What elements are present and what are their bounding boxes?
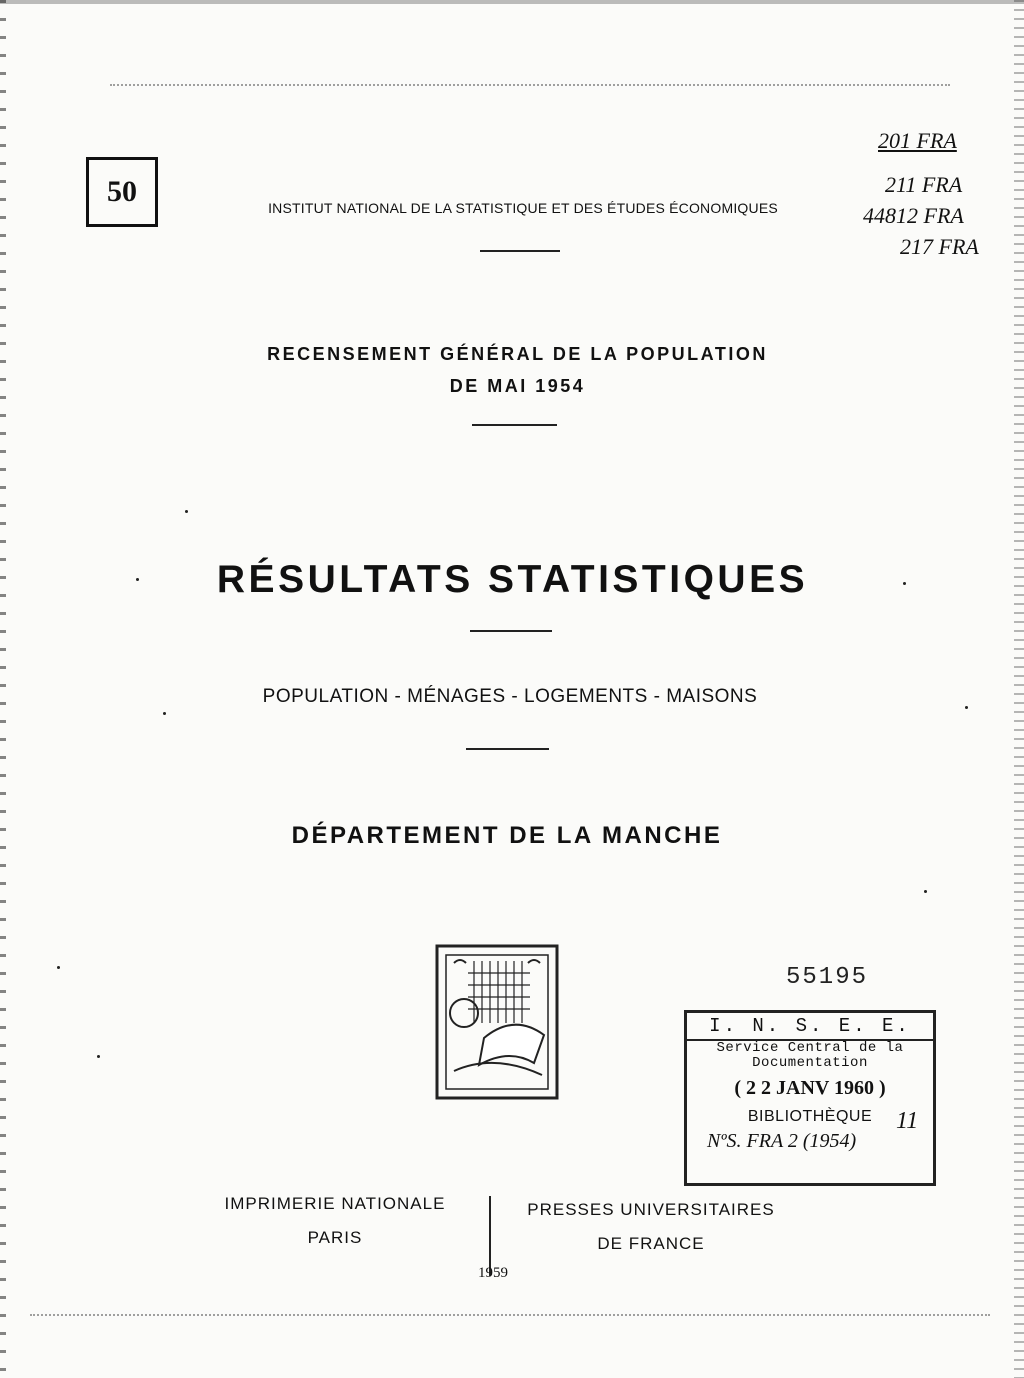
publisher-right-country: DE FRANCE <box>597 1234 705 1253</box>
main-title: RÉSULTATS STATISTIQUES <box>216 558 809 601</box>
stamp-org: I. N. S. E. E. <box>687 1013 933 1041</box>
department-title: DÉPARTEMENT DE LA MANCHE <box>291 822 723 849</box>
stamp-number: 55195 <box>786 964 869 991</box>
dotted-rule-top <box>110 84 950 86</box>
divider <box>480 250 560 252</box>
stamp-service-line-2: Documentation <box>752 1055 868 1071</box>
handwritten-code: 201 FRA <box>878 128 957 153</box>
scan-speck <box>136 578 139 581</box>
box-number: 50 <box>86 157 158 227</box>
scan-speck <box>97 1055 100 1058</box>
publisher-right-name: PRESSES UNIVERSITAIRES <box>527 1200 775 1219</box>
publisher-left-city: PARIS <box>307 1228 363 1247</box>
stamp-handwritten-mark: 11 <box>896 1108 919 1134</box>
stamp-library: BIBLIOTHÈQUE <box>747 1108 873 1125</box>
publisher-right <box>520 1193 782 1261</box>
dotted-rule-bottom <box>30 1314 990 1316</box>
scan-speck <box>903 582 906 585</box>
census-line-2: DE MAI 1954 <box>449 376 586 396</box>
scan-speck <box>57 966 60 969</box>
census-heading <box>230 338 805 402</box>
scan-speck <box>185 510 188 513</box>
publisher-separator <box>489 1196 491 1276</box>
scan-edge-right <box>1014 0 1024 1378</box>
stamp-date: ( 2 2 JANV 1960 ) <box>734 1077 886 1099</box>
stamp-reference: NºS. FRA 2 (1954) <box>707 1130 857 1152</box>
scan-speck <box>163 712 166 715</box>
divider <box>470 630 552 632</box>
scan-speck <box>965 706 968 709</box>
institut-heading: INSTITUT NATIONAL DE LA STATISTIQUE ET DES ÉTUDES ÉCONOMIQUES <box>268 200 778 216</box>
printer-emblem-icon <box>434 943 560 1101</box>
subjects-line: POPULATION - MÉNAGES - LOGEMENTS - MAISONS <box>262 686 758 707</box>
handwritten-code: 211 FRA <box>885 172 963 197</box>
library-stamp <box>684 1010 936 1186</box>
publication-year: 1959 <box>478 1265 508 1281</box>
publisher-left-name: IMPRIMERIE NATIONALE <box>224 1194 446 1213</box>
handwritten-code: 44812 FRA <box>863 203 964 228</box>
scan-speck <box>924 890 927 893</box>
scan-edge-top <box>0 0 1024 4</box>
census-line-1: RECENSEMENT GÉNÉRAL DE LA POPULATION <box>267 344 768 364</box>
handwritten-code: 217 FRA <box>900 234 979 259</box>
scan-edge-left <box>0 0 6 1378</box>
divider <box>466 748 549 750</box>
stamp-service-line-1: Service Central de la <box>716 1040 904 1056</box>
divider <box>472 424 557 426</box>
publisher-left <box>205 1187 465 1255</box>
